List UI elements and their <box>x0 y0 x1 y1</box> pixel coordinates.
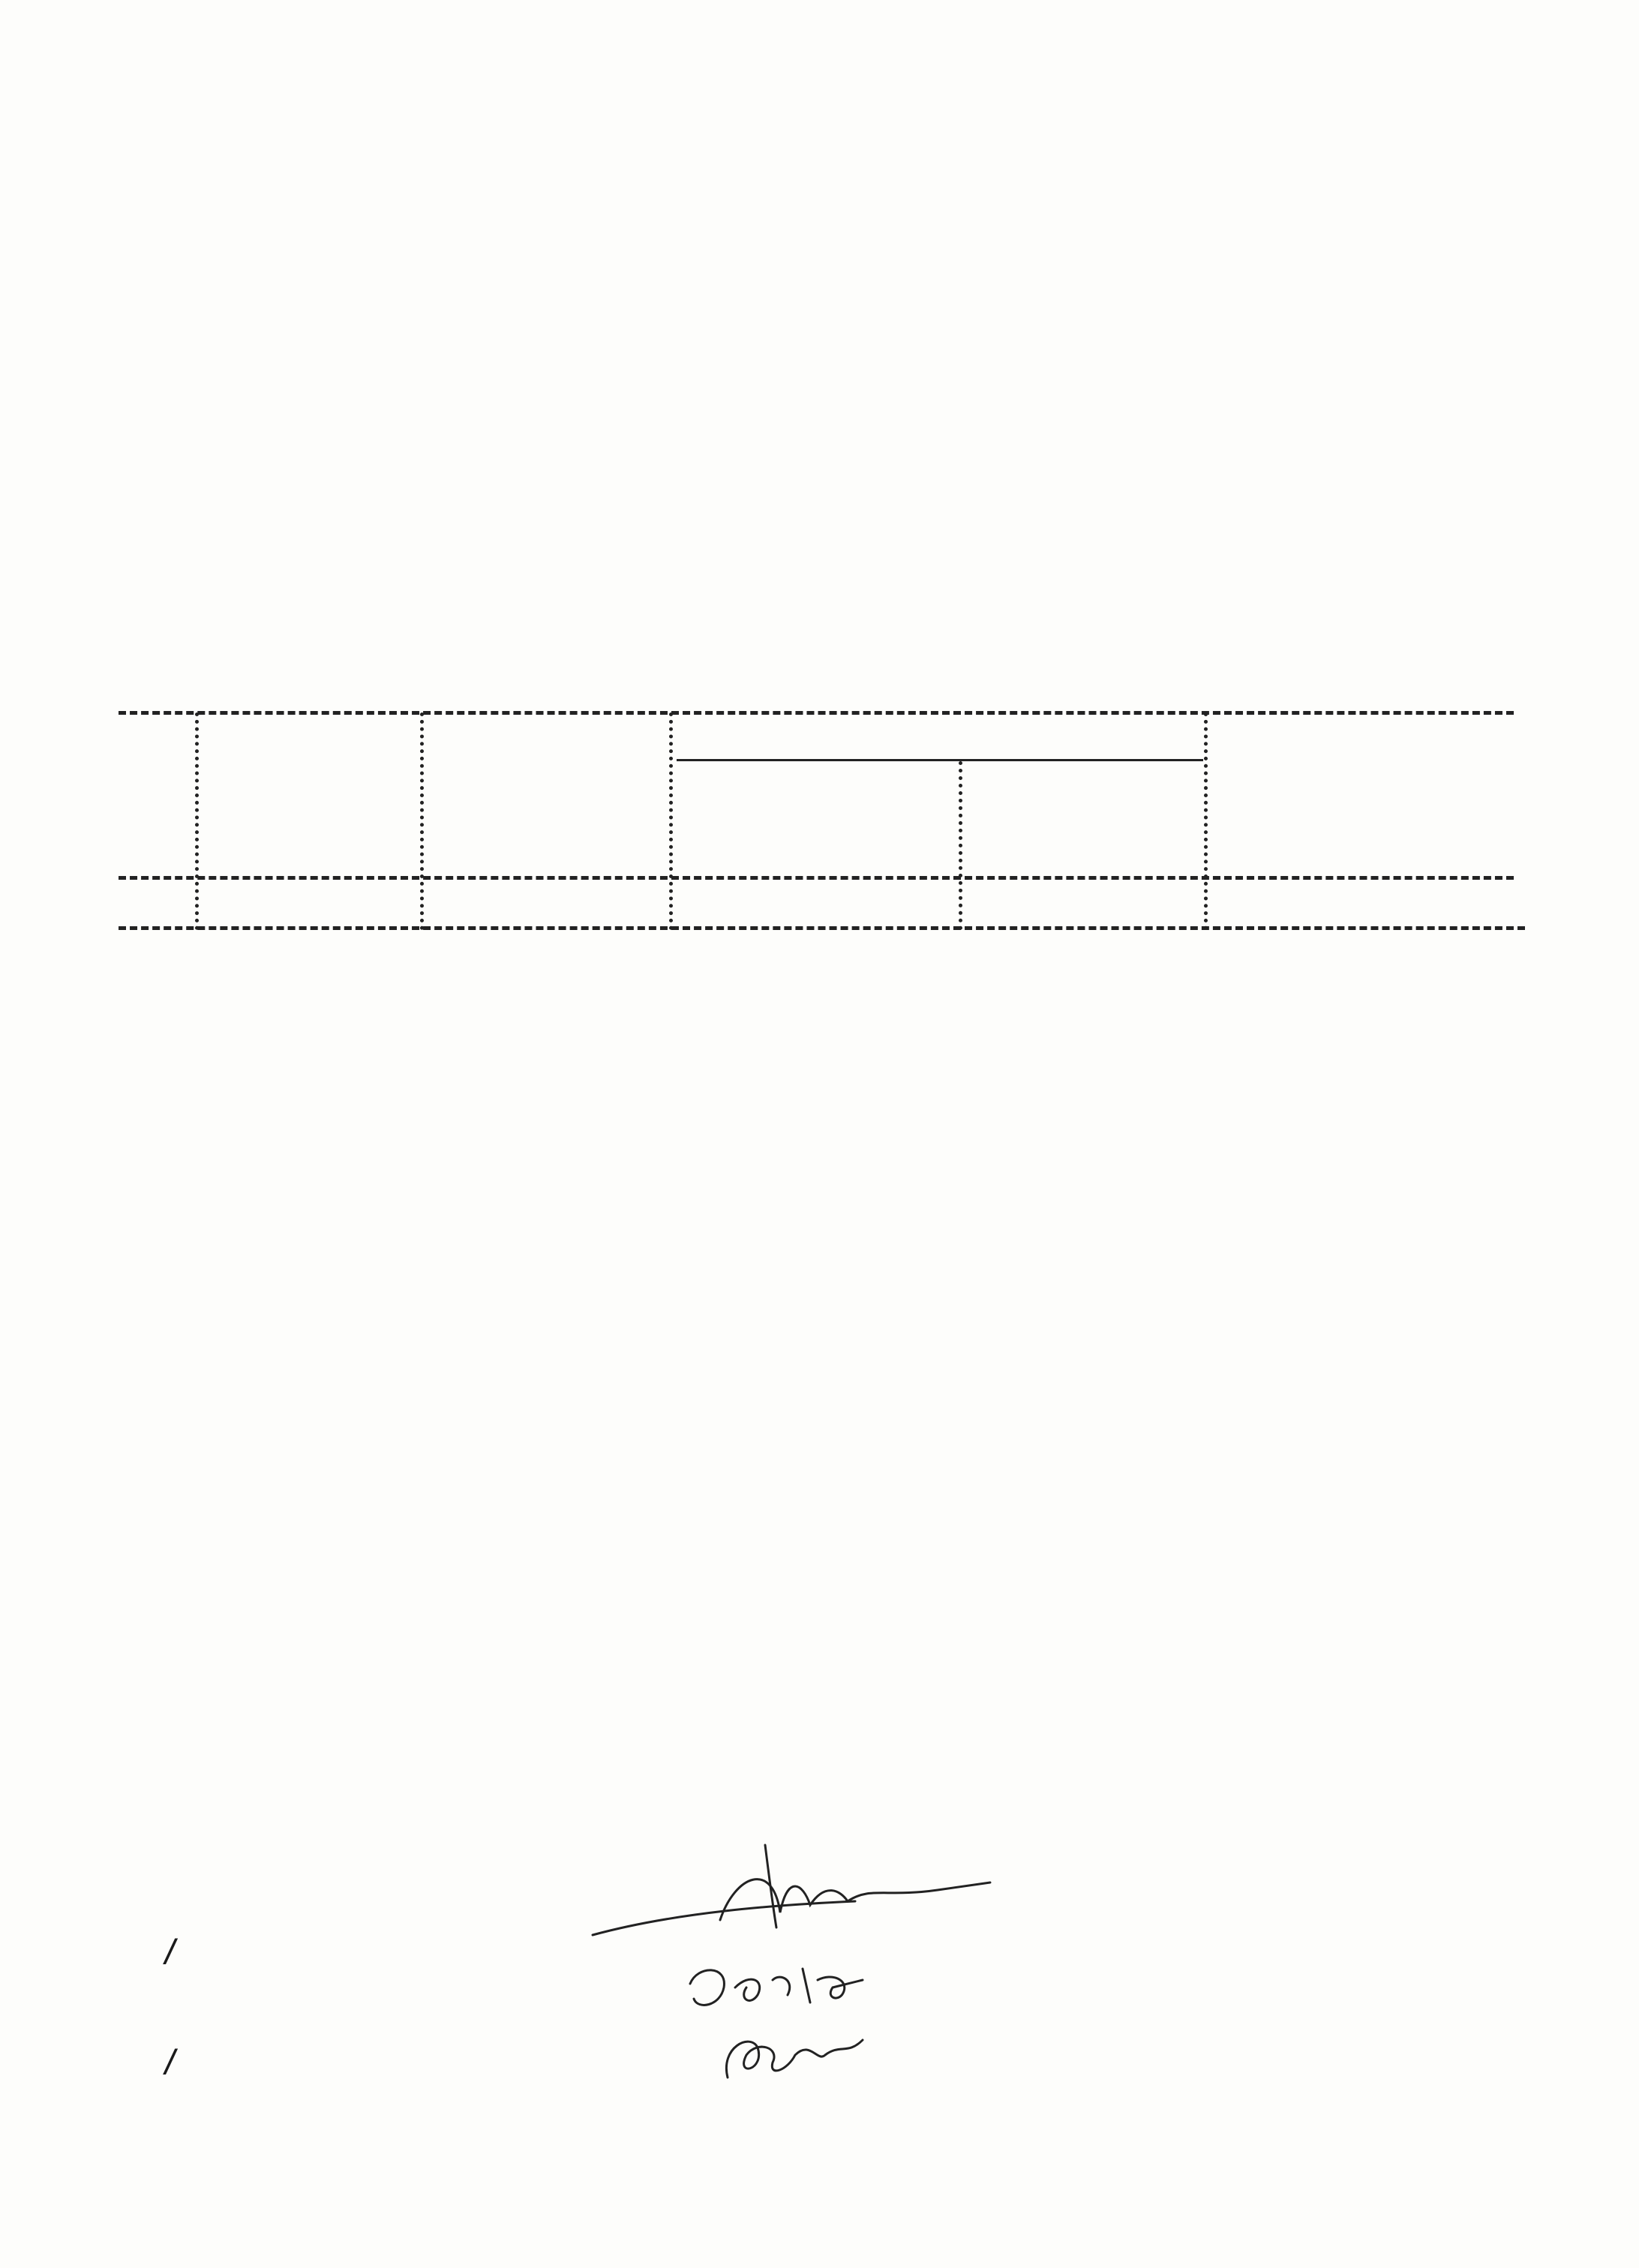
table-top-rule <box>119 711 1514 715</box>
signature-role-1: / / <box>161 1932 200 2079</box>
col3-header <box>431 726 660 834</box>
col-sep-5 <box>1204 712 1208 930</box>
handwritten-signatures <box>585 1830 1035 2100</box>
col-sep-1 <box>195 712 199 930</box>
signature-stroke-4 <box>690 1969 863 2005</box>
col1-header <box>122 729 158 837</box>
col6-header <box>1211 726 1247 834</box>
col4-header <box>679 764 953 872</box>
col2-header <box>225 726 398 834</box>
table-header-rule <box>119 876 1514 880</box>
col-sep-4 <box>959 761 962 930</box>
col-sep-2 <box>420 712 424 930</box>
signature-stroke-2 <box>720 1880 990 1920</box>
signature-stroke-5 <box>726 2040 863 2078</box>
col5-header <box>968 764 1004 872</box>
table-number-rule <box>119 926 1525 930</box>
col-sep-3 <box>669 712 673 930</box>
signature-stroke-1 <box>593 1901 855 1935</box>
incl-underline <box>677 759 1203 761</box>
signature-stroke-3 <box>765 1845 776 1928</box>
